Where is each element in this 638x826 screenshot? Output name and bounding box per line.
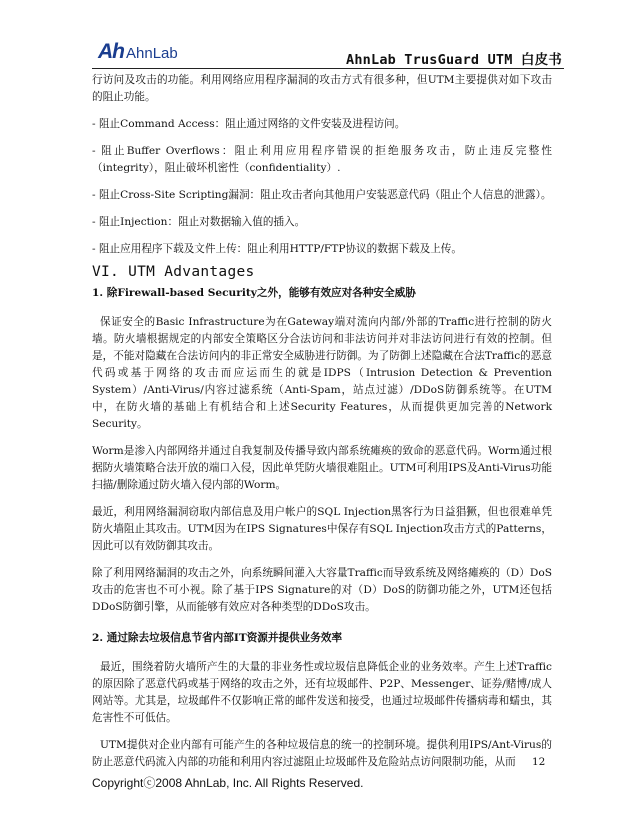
page-header (92, 38, 564, 69)
logo-mark: Ah (98, 40, 124, 63)
body-paragraph: 最近，围绕着防火墙所产生的大量的非业务性或垃圾信息降低企业的业务效率。产生上述Traffic的原因除了恶意代码或基于网络的攻击之外，还有垃圾邮件、P2P、Messenger、证券/赌博/成人网站等。尤其是，垃圾邮件不仅影响正常的邮件发送和接受，也通过垃圾邮件传播病毒和蠕虫，其危害性不可低估。 (92, 661, 552, 724)
body-paragraph: 保证安全的Basic Infrastructure为在Gateway端对流向内部/外部的Traffic进行控制的防火墙。防火墙根据规定的内部安全策略区分合法访问和非法访问并对非法访问进行有效的控制。但是，不能对隐藏在合法访问内的非正常安全威胁进行防御。为了防御上述隐藏在合法Traffic的恶意代码或基于网络的攻击而应运而生的就是IDPS（Intrusion Detection & Prevention System）/Anti-Virus/内容过滤系统（Anti-Spam，站点过滤）/DDoS防御系统等。在UTM中，在防火墙的基础上有机结合和上述Security Features，从而提供更加完善的Network Security。 (92, 316, 552, 430)
bullet-item: - 阻止Injection：阻止对数据输入值的插入。 (92, 216, 306, 228)
copyright-footer: Copyrightⓒ2008 AhnLab, Inc. All Rights Reserved. (92, 776, 364, 790)
bullet-item: - 阻止Command Access：阻止通过网络的文件安装及进程访问。 (92, 118, 406, 130)
section-title: VI. UTM Advantages (92, 264, 255, 280)
header-title: AhnLab TrusGuard UTM 白皮书 (346, 52, 562, 68)
body-paragraph: UTM提供对企业内部有可能产生的各种垃圾信息的统一的控制环境。提供利用IPS/Ant-Virus的防止恶意代码流入内部的功能和利用内容过滤阻止垃圾邮件及危险站点访问限制功能，从而 (92, 739, 552, 768)
bullet-item: - 阻止Buffer Overflows：阻止利用应用程序错误的拒绝服务攻击，防止违反完整性（integrity），阻止破坏机密性（confidentiality）. (92, 145, 552, 174)
page-number: 12 (532, 756, 546, 768)
body-paragraph: 最近，利用网络漏洞窃取内部信息及用户帐户的SQL Injection黑客行为日益猖獗，但也很难单凭防火墙阻止其攻击。UTM因为在IPS Signatures中保存有SQL Injection攻击方式的Patterns，因此可以有效防御其攻击。 (92, 506, 552, 552)
subsection-title: 2. 通过除去垃圾信息节省内部IT资源并提供业务效率 (92, 632, 343, 644)
body-paragraph: Worm是渗入内部网络并通过自我复制及传播导致内部系统瘫痪的致命的恶意代码。Worm通过根据防火墙策略合法开放的端口入侵，因此单凭防火墙很难阻止。UTM可利用IPS及Anti-Virus功能扫描/删除通过防火墙入侵内部的Worm。 (92, 445, 552, 491)
logo-text: AhnLab (126, 45, 178, 62)
body-paragraph: 除了利用网络漏洞的攻击之外，向系统瞬间灌入大容量Traffic而导致系统及网络瘫痪的（D）DoS攻击的危害也不可小视。除了基于IPS Signature的对（D）DoS的防御功能之外，UTM还包括DDoS防御引擎，从而能够有效应对各种类型的DDoS攻击。 (92, 567, 552, 613)
intro-paragraph: 行访问及攻击的功能。利用网络应用程序漏洞的攻击方式有很多种，但UTM主要提供对如下攻击的阻止功能。 (92, 74, 552, 103)
page-content (92, 72, 552, 771)
bullet-item: - 阻止应用程序下载及文件上传：阻止利用HTTP/FTP协议的数据下载及上传。 (92, 243, 462, 255)
bullet-item: - 阻止Cross-Site Scripting漏洞：阻止攻击者向其他用户安装恶意代码（阻止个人信息的泄露）。 (92, 189, 552, 201)
ahnlab-logo (98, 41, 178, 63)
subsection-title: 1. 除Firewall-based Security之外，能够有效应对各种安全威胁 (92, 287, 416, 299)
